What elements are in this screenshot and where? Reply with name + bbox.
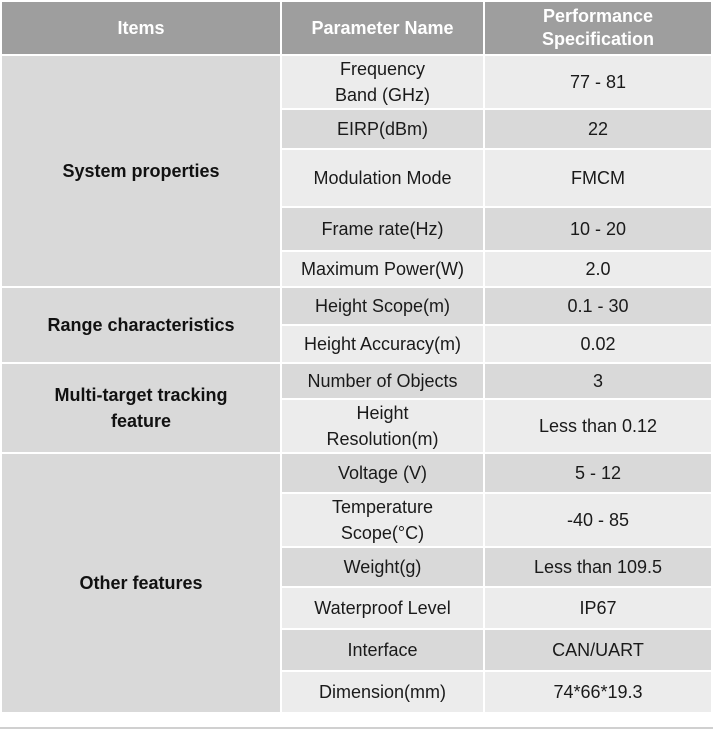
value-cell: 0.1 - 30 [485,288,711,324]
parameter-cell: Height Scope(m) [282,288,483,324]
table-row [2,454,711,492]
parameter-cell: Voltage (V) [282,454,483,492]
parameter-cell: Maximum Power(W) [282,252,483,286]
group-multi-target-tracking: Multi-target tracking feature [2,364,280,452]
group-range-characteristics: Range characteristics [2,288,280,362]
parameter-cell: EIRP(dBm) [282,110,483,148]
parameter-cell: Height Accuracy(m) [282,326,483,362]
parameter-cell: Frame rate(Hz) [282,208,483,250]
parameter-cell: Interface [282,630,483,670]
value-cell: 0.02 [485,326,711,362]
value-cell: Less than 109.5 [485,548,711,586]
parameter-cell: Waterproof Level [282,588,483,628]
table-row [2,56,711,108]
header-items: Items [2,2,280,54]
value-cell: 22 [485,110,711,148]
value-cell: 2.0 [485,252,711,286]
value-cell: FMCM [485,150,711,206]
header-performance-specification: Performance Specification [485,2,711,54]
value-cell: Less than 0.12 [485,400,711,452]
value-cell: CAN/UART [485,630,711,670]
value-cell: IP67 [485,588,711,628]
value-cell: 74*66*19.3 [485,672,711,712]
parameter-cell: Dimension(mm) [282,672,483,712]
parameter-cell: Modulation Mode [282,150,483,206]
value-cell: 77 - 81 [485,56,711,108]
value-cell: -40 - 85 [485,494,711,546]
parameter-cell: Temperature Scope(°C) [282,494,483,546]
header-parameter-name: Parameter Name [282,2,483,54]
parameter-cell: Number of Objects [282,364,483,398]
table-row [2,288,711,324]
value-cell: 10 - 20 [485,208,711,250]
parameter-cell: Weight(g) [282,548,483,586]
parameter-cell: Frequency Band (GHz) [282,56,483,108]
parameter-cell: Height Resolution(m) [282,400,483,452]
group-system-properties: System properties [2,56,280,286]
value-cell: 3 [485,364,711,398]
header-row [2,2,711,54]
group-other-features: Other features [2,454,280,712]
value-cell: 5 - 12 [485,454,711,492]
table-row [2,364,711,398]
